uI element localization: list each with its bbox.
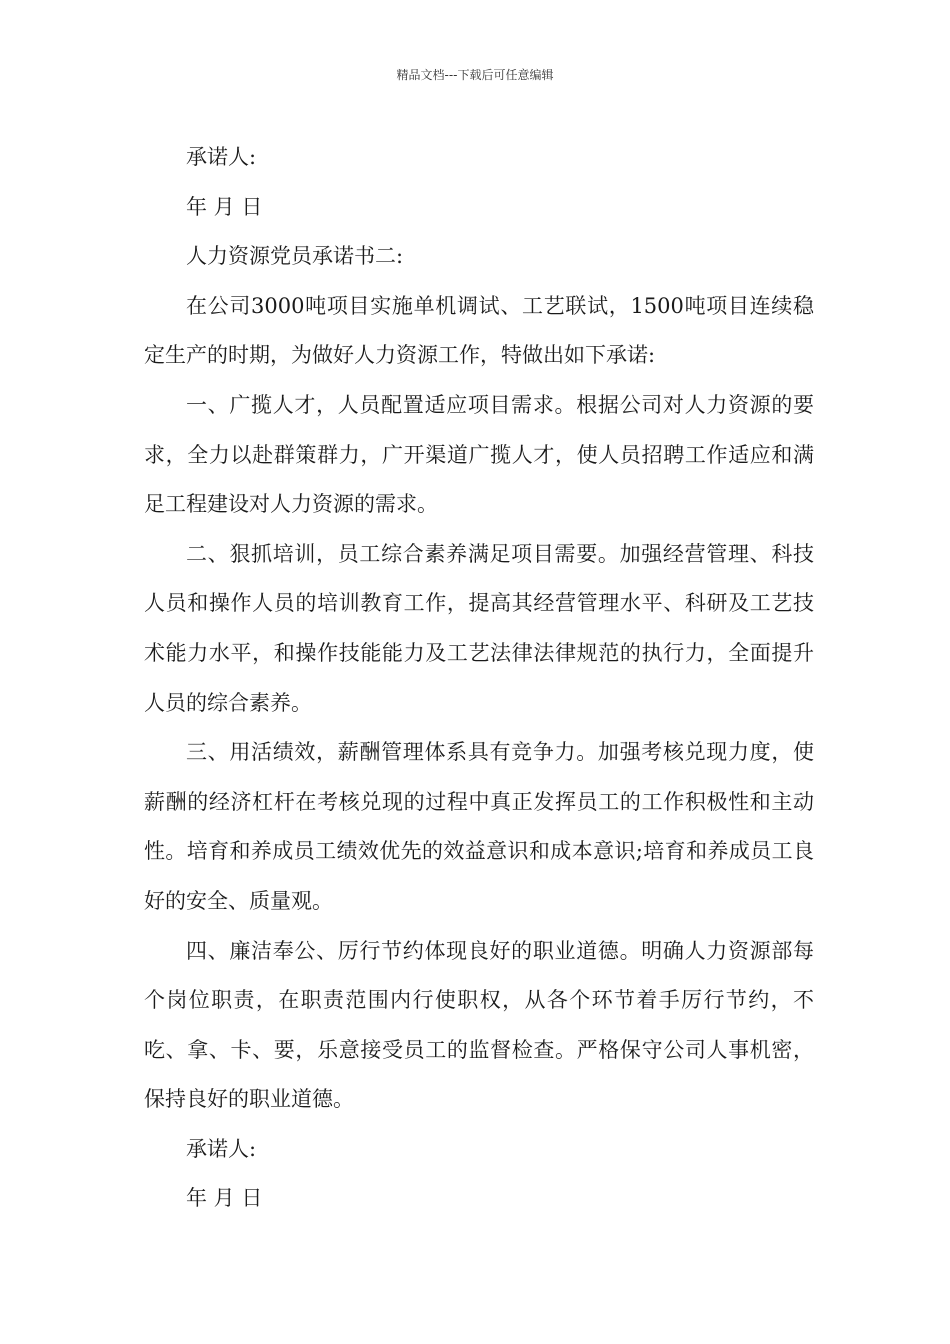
page-header: 精品文档---下载后可任意编辑 [396, 68, 554, 82]
commitment-item-2: 二、狠抓培训，员工综合素养满足项目需要。加强经营管理、科技人员和操作人员的培训教育工作，提高其经营管理水平、科研及工艺技术能力水平，和操作技能能力及工艺法律法律规范的执行力，全面提升人员的综合素养。 [144, 541, 814, 715]
date-line: 年 月 日 [186, 194, 263, 219]
document-body [144, 133, 814, 1224]
commitment-item-1: 一、广揽人才，人员配置适应项目需求。根据公司对人力资源的要求，全力以赴群策群力，广开渠道广揽人才，使人员招聘工作适应和满足工程建设对人力资源的需求。 [144, 392, 814, 517]
signature-label: 承诺人: [186, 145, 257, 169]
commitment-item-4: 四、廉洁奉公、厉行节约体现良好的职业道德。明确人力资源部每个岗位职责，在职责范围内行使职权，从各个环节着手厉行节约，不吃、拿、卡、要，乐意接受员工的监督检查。严格保守公司人事机密，保持良好的职业道德。 [144, 938, 814, 1112]
commitment-item-3: 三、用活绩效，薪酬管理体系具有竞争力。加强考核兑现力度，使薪酬的经济杠杆在考核兑现的过程中真正发挥员工的工作积极性和主动性。培育和养成员工绩效优先的效益意识和成本意识;培育和养成员工良好的安全、质量观。 [144, 740, 814, 913]
date-line-2: 年 月 日 [186, 1186, 263, 1211]
intro-paragraph: 在公司3000吨项目实施单机调试、工艺联试，1500吨项目连续稳定生产的时期，为做好人力资源工作，特做出如下承诺: [144, 293, 814, 368]
signature-label-2: 承诺人: [186, 1136, 257, 1161]
section-title: 人力资源党员承诺书二: [186, 244, 404, 269]
